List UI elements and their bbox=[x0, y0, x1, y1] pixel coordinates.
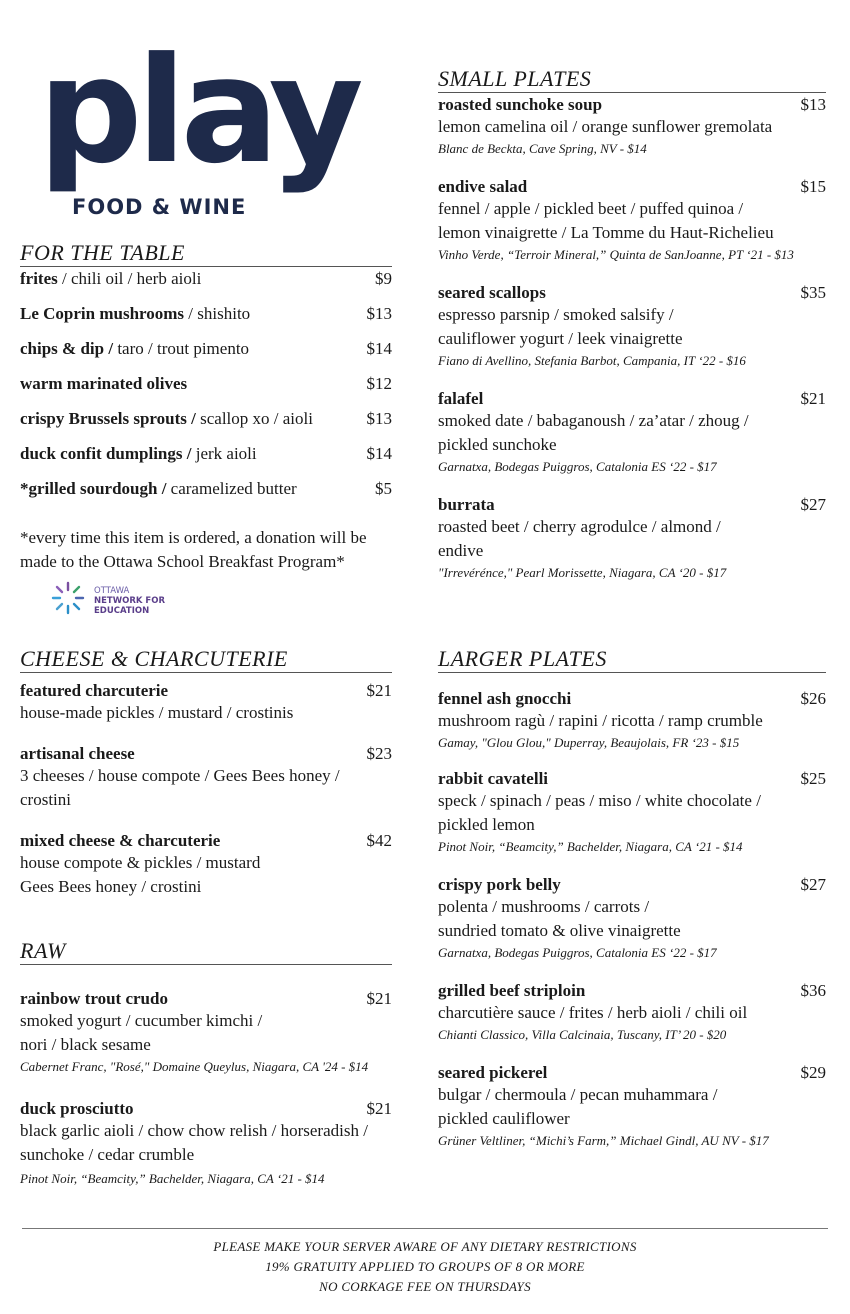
menu-item: artisanal cheese $23 3 cheeses / house compote / Gees Bees honey / crostini bbox=[20, 744, 392, 810]
footer-notice bbox=[22, 1228, 828, 1297]
cheese-charcuterie-section bbox=[20, 647, 392, 899]
for-the-table-list bbox=[20, 269, 392, 514]
footer-line: PLEASE MAKE YOUR SERVER AWARE OF ANY DIETARY RESTRICTIONS bbox=[213, 1239, 637, 1254]
menu-item: rainbow trout crudo $21 smoked yogurt / cucumber kimchi / nori / black sesame Cabernet Franc, "Rosé," Domaine Queylus, Niagara, CA '24 - $14 bbox=[20, 989, 392, 1075]
donation-note: *every time this item is ordered, a donation will be made to the Ottawa School Breakfast Program* bbox=[20, 528, 367, 572]
section-title: CHEESE & CHARCUTERIE bbox=[20, 647, 392, 673]
menu-item: burrata $27 roasted beet / cherry agrodulce / almond / endive "Irrevérénce," Pearl Morissette, Niagara, CA ‘20 - $17 bbox=[438, 495, 826, 581]
menu-item: endive salad $15 fennel / apple / pickled beet / puffed quinoa / lemon vinaigrette / La Tomme du Haut-Richelieu Vinho Verde, “Terroir Mineral,” Quinta de SanJoanne, PT ‘21 - $13 bbox=[438, 177, 826, 263]
footer-line: NO CORKAGE FEE ON THURSDAYS bbox=[319, 1279, 531, 1294]
menu-item: frites / chili oil / herb aioli $9 bbox=[20, 269, 392, 289]
section-title: FOR THE TABLE bbox=[20, 241, 392, 267]
menu-item: crispy Brussels sprouts / scallop xo / aioli $13 bbox=[20, 409, 392, 429]
menu-item: roasted sunchoke soup $13 lemon camelina oil / orange sunflower gremolata Blanc de Beckta, Cave Spring, NV - $14 bbox=[438, 95, 826, 157]
starburst-icon bbox=[50, 580, 86, 616]
section-title: RAW bbox=[20, 939, 392, 965]
section-title: SMALL PLATES bbox=[438, 67, 826, 93]
menu-item: duck prosciutto $21 black garlic aioli / chow chow relish / horseradish / sunchoke / cedar crumble Pinot Noir, “Beamcity,” Bachelder, Niagara, CA ‘21 - $14 bbox=[20, 1099, 392, 1187]
raw-section bbox=[20, 939, 392, 1189]
ottawa-network-education-logo bbox=[50, 580, 180, 618]
menu-item: falafel $21 smoked date / babaganoush / za’atar / zhoug / pickled sunchoke Garnatxa, Bodegas Puiggros, Catalonia ES ‘22 - $17 bbox=[438, 389, 826, 475]
logo-subtitle: FOOD & WINE bbox=[72, 195, 247, 219]
menu-item: duck confit dumplings / jerk aioli $14 bbox=[20, 444, 392, 464]
larger-plates-section bbox=[438, 647, 826, 1151]
logo-line: OTTAWA bbox=[94, 586, 130, 596]
menu-item: chips & dip / taro / trout pimento $14 bbox=[20, 339, 392, 359]
small-plates-section bbox=[438, 67, 826, 583]
menu-item: grilled beef striploin $36 charcutière sauce / frites / herb aioli / chili oil Chianti Classico, Villa Calcinaia, Tuscany, IT’ 20 - $20 bbox=[438, 981, 826, 1043]
play-logo bbox=[38, 26, 358, 224]
menu-item: featured charcuterie $21 house-made pickles / mustard / crostinis bbox=[20, 681, 392, 723]
menu-item: warm marinated olives $12 bbox=[20, 374, 392, 394]
menu-item: *grilled sourdough / caramelized butter $5 bbox=[20, 479, 392, 499]
logo-line: EDUCATION bbox=[94, 606, 150, 616]
menu-item: crispy pork belly $27 polenta / mushrooms / carrots / sundried tomato & olive vinaigrette Garnatxa, Bodegas Puiggros, Catalonia ES ‘22 - $17 bbox=[438, 875, 826, 961]
menu-item: mixed cheese & charcuterie $42 house compote & pickles / mustard Gees Bees honey / crostini bbox=[20, 831, 392, 897]
menu-item: fennel ash gnocchi $26 mushroom ragù / rapini / ricotta / ramp crumble Gamay, "Glou Glou," Duperray, Beaujolais, FR ‘23 - $15 bbox=[438, 689, 826, 751]
logo-word: play bbox=[38, 26, 358, 196]
section-title: LARGER PLATES bbox=[438, 647, 826, 673]
menu-item: seared pickerel $29 bulgar / chermoula / pecan muhammara / pickled cauliflower Grüner Veltliner, “Michi’s Farm,” Michael Gindl, AU NV - $17 bbox=[438, 1063, 826, 1149]
menu-item: seared scallops $35 espresso parsnip / smoked salsify / cauliflower yogurt / leek vinaigrette Fiano di Avellino, Stefania Barbot, Campania, IT ‘22 - $16 bbox=[438, 283, 826, 369]
logo-line: NETWORK FOR bbox=[94, 596, 165, 606]
menu-item: rabbit cavatelli $25 speck / spinach / peas / miso / white chocolate / pickled lemon Pinot Noir, “Beamcity,” Bachelder, Niagara, CA ‘21 - $14 bbox=[438, 769, 826, 855]
footer-line: 19% GRATUITY APPLIED TO GROUPS OF 8 OR MORE bbox=[265, 1259, 585, 1274]
menu-item: Le Coprin mushrooms / shishito $13 bbox=[20, 304, 392, 324]
for-the-table-section bbox=[20, 241, 392, 574]
